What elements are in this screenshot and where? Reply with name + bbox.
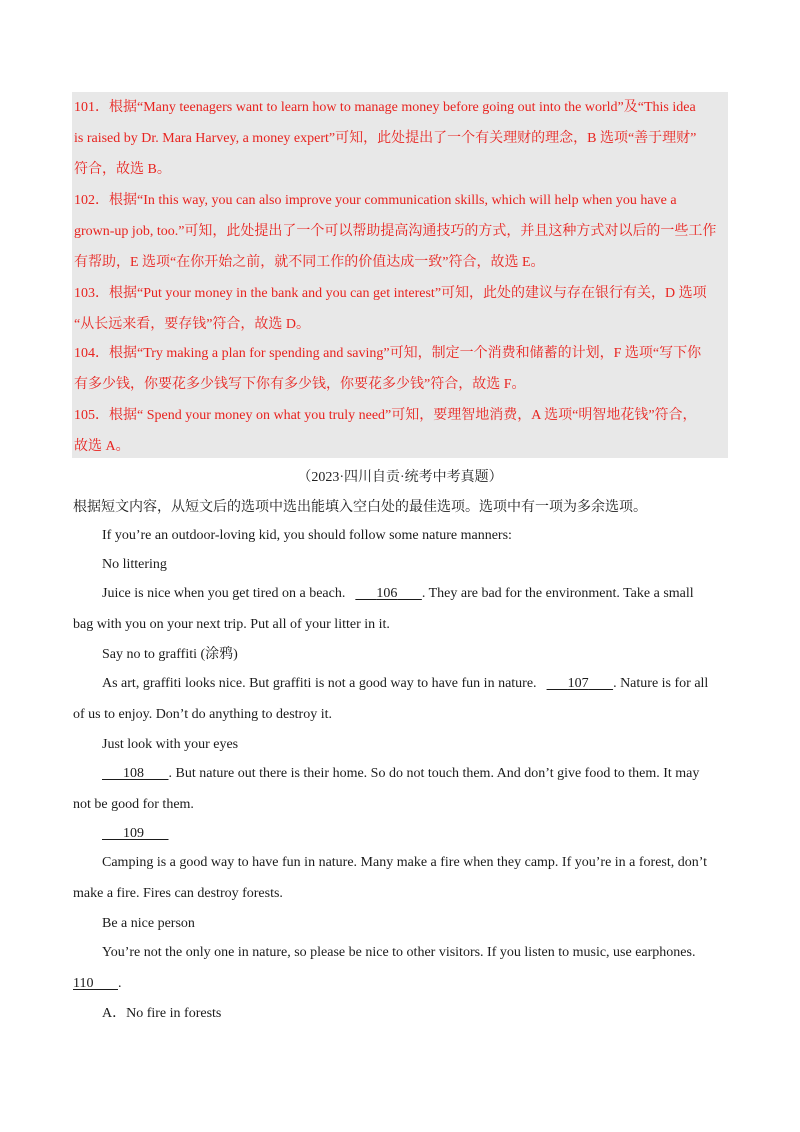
answer-line: 有多少钱，你要花多少钱写下你有多少钱，你要花多少钱”符合，故选 F。 <box>74 377 526 392</box>
answer-line: 105．根据“ Spend your money on what you truly need”可知，要理智地消费，A 选项“明智地花钱”符合， <box>74 408 697 423</box>
blank-number: 110 <box>73 976 94 991</box>
passage-text: . Nature is for all <box>613 676 709 691</box>
answer-line: 有帮助，E 选项“在你开始之前，就不同工作的价值达成一致”符合，故选 E。 <box>74 255 545 270</box>
blank-number: 106 <box>376 586 398 601</box>
blank-110 <box>73 975 118 993</box>
passage-line: not be good for them. <box>73 797 194 812</box>
passage-text: As art, graffiti looks nice. But graffiti is not a good way to have fun in nature. <box>102 676 537 691</box>
passage-line: You’re not the only one in nature, so please be nice to other visitors. If you listen to music, use earphones. <box>102 945 696 960</box>
answer-line: 104．根据“Try making a plan for spending and saving”可知，制定一个消费和储蓄的计划，F 选项“写下你 <box>74 346 702 361</box>
passage-text: Juice is nice when you get tired on a beach. <box>102 586 346 601</box>
blank-106 <box>355 585 422 603</box>
answer-line: is raised by Dr. Mara Harvey, a money expert”可知，此处提出了一个有关理财的理念，B 选项“善于理财” <box>74 131 697 146</box>
passage-text: . They are bad for the environment. Take a small <box>421 586 694 601</box>
blank-number: 107 <box>567 676 589 691</box>
question-source: （2023·四川自贡·统考中考真题） <box>297 470 503 485</box>
blank-108 <box>102 765 169 783</box>
answer-line: 故选 A。 <box>74 439 130 454</box>
section-heading: No littering <box>102 557 167 572</box>
answer-line: grown-up job, too.”可知，此处提出了一个可以帮助提高沟通技巧的方式，并且这种方式对以后的一些工作 <box>74 224 717 239</box>
section-heading: Be a nice person <box>102 916 195 931</box>
passage-line <box>102 765 699 783</box>
blank-number: 109 <box>123 826 144 841</box>
blank-number: 108 <box>123 766 144 781</box>
passage-line: of us to enjoy. Don’t do anything to destroy it. <box>73 707 332 722</box>
passage-line <box>102 825 169 843</box>
answer-line: “从长远来看，要存钱”符合，故选 D。 <box>74 317 311 332</box>
passage-line: make a fire. Fires can destroy forests. <box>73 886 283 901</box>
instruction-text: 根据短文内容，从短文后的选项中选出能填入空白处的最佳选项。选项中有一项为多余选项。 <box>73 500 647 515</box>
passage-line <box>73 975 121 993</box>
passage-text: . <box>117 976 122 991</box>
blank-109 <box>102 825 169 843</box>
passage-text: . But nature out there is their home. So do not touch them. And don’t give food to them. It may <box>168 766 700 781</box>
answer-line: 102．根据“In this way, you can also improve your communication skills, which will help when you have a <box>74 193 677 208</box>
passage-line: bag with you on your next trip. Put all of your litter in it. <box>73 617 390 632</box>
answer-line: 符合，故选 B。 <box>74 162 171 177</box>
section-heading: Say no to graffiti (涂鸦) <box>102 647 238 662</box>
section-heading: Just look with your eyes <box>102 737 239 752</box>
passage-line <box>102 675 708 693</box>
passage-line: Camping is a good way to have fun in nature. Many make a fire when they camp. If you’re in a forest, don’t <box>102 855 708 870</box>
passage-line <box>102 585 694 603</box>
blank-107 <box>547 675 614 693</box>
passage-intro: If you’re an outdoor-loving kid, you should follow some nature manners: <box>102 528 512 543</box>
answer-line: 101．根据“Many teenagers want to learn how to manage money before going out into the world”及“This idea <box>74 100 696 115</box>
option-a: A．No fire in forests <box>102 1006 222 1021</box>
answer-line: 103．根据“Put your money in the bank and you can get interest”可知，此处的建议与存在银行有关，D 选项 <box>74 286 707 301</box>
